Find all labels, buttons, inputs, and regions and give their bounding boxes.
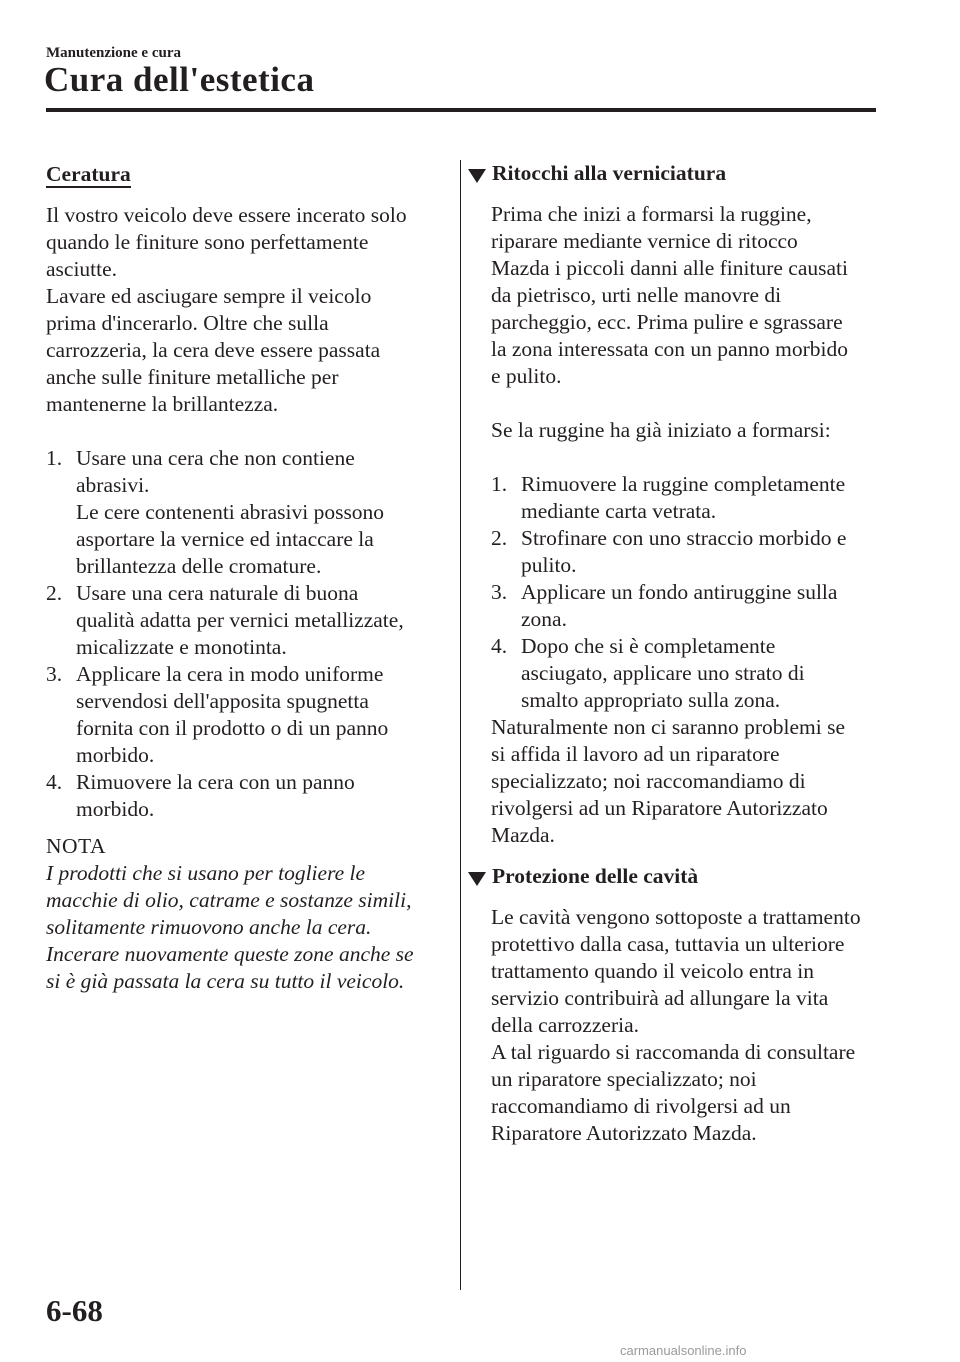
page-number: 6-68 <box>46 1293 103 1328</box>
text-line: solitamente rimuovono anche la cera. <box>46 915 372 939</box>
triangle-marker-icon <box>468 169 486 183</box>
text-line: abrasivi. <box>76 473 150 497</box>
list-number: 4. <box>46 770 63 794</box>
text-line: Mazda i piccoli danni alle finiture causati <box>491 256 848 280</box>
list-item <box>491 525 891 579</box>
text-line: mediante carta vetrata. <box>521 499 717 523</box>
text-line: Riparatore Autorizzato Mazda. <box>491 1121 757 1145</box>
text-line: quando le finiture sono perfettamente <box>46 230 369 254</box>
text-line: Lavare ed asciugare sempre il veicolo <box>46 284 372 308</box>
text-line: da pietrisco, urti nelle manovre di <box>491 283 782 307</box>
rust-intro: Se la ruggine ha già iniziato a formarsi: <box>491 418 831 442</box>
subsection-heading-cavita <box>468 863 891 890</box>
text-line: protettivo dalla casa, tuttavia un ulteriore <box>491 932 845 956</box>
ritocchi-closing <box>491 714 891 849</box>
watermark: carmanualsonline.info <box>620 1343 747 1358</box>
text-line: Le cavità vengono sottoposte a trattamento <box>491 905 861 929</box>
text-line: rivolgersi ad un Riparatore Autorizzato <box>491 796 828 820</box>
text-line: Naturalmente non ci saranno problemi se <box>491 715 846 739</box>
text-line: Applicare la cera in modo uniforme <box>76 662 384 686</box>
list-number: 1. <box>46 446 63 470</box>
text-line: trattamento quando il veicolo entra in <box>491 959 814 983</box>
text-line: fornita con il prodotto o di un panno <box>76 716 389 740</box>
text-line: mantenerne la brillantezza. <box>46 392 279 416</box>
text-line: A tal riguardo si raccomanda di consultare <box>491 1040 856 1064</box>
text-line: morbido. <box>76 797 155 821</box>
triangle-marker-icon <box>468 872 486 886</box>
list-item <box>46 580 446 661</box>
left-column <box>46 160 446 995</box>
list-number: 3. <box>491 580 508 604</box>
text-line: parcheggio, ecc. Prima pulire e sgrassare <box>491 310 843 334</box>
text-line: qualità adatta per vernici metallizzate, <box>76 608 404 632</box>
subsection-heading-label: Ritocchi alla verniciatura <box>492 161 727 185</box>
text-line: un riparatore specializzato; noi <box>491 1067 757 1091</box>
text-line: servizio contribuirà ad allungare la vita <box>491 986 829 1010</box>
list-item <box>46 769 446 823</box>
text-line: Il vostro veicolo deve essere incerato solo <box>46 203 407 227</box>
cavita-body <box>491 904 891 1147</box>
list-number: 1. <box>491 472 508 496</box>
right-column <box>491 160 891 1147</box>
text-line: morbido. <box>76 743 155 767</box>
list-number: 2. <box>491 526 508 550</box>
note-label: NOTA <box>46 834 106 858</box>
note-body <box>46 860 446 995</box>
text-line: macchie di olio, catrame e sostanze simili, <box>46 888 412 912</box>
text-line: riparare mediante vernice di ritocco <box>491 229 798 253</box>
ritocchi-intro <box>491 201 891 390</box>
subsection-heading-ritocchi <box>468 160 891 187</box>
text-line: anche sulle finiture metalliche per <box>46 365 339 389</box>
text-line: carrozzeria, la cera deve essere passata <box>46 338 381 362</box>
column-divider <box>460 160 461 1290</box>
text-line: della carrozzeria. <box>491 1013 639 1037</box>
title-rule <box>46 108 876 112</box>
text-line: pulito. <box>521 553 577 577</box>
text-line: Prima che inizi a formarsi la ruggine, <box>491 202 812 226</box>
text-line: si affida il lavoro ad un riparatore <box>491 742 780 766</box>
subsection-heading-label: Protezione delle cavità <box>492 864 699 888</box>
ceratura-intro <box>46 202 446 418</box>
text-line: Applicare un fondo antiruggine sulla <box>521 580 838 604</box>
ritocchi-steps <box>491 471 891 714</box>
text-line: Mazda. <box>491 823 555 847</box>
list-item <box>491 633 891 714</box>
text-line: asportare la vernice ed intaccare la <box>76 527 374 551</box>
text-line: Incerare nuovamente queste zone anche se <box>46 942 414 966</box>
list-number: 4. <box>491 634 508 658</box>
text-line: brillantezza delle cromature. <box>76 554 322 578</box>
text-line: asciugato, applicare uno strato di <box>521 661 805 685</box>
list-item <box>46 445 446 580</box>
list-number: 3. <box>46 662 63 686</box>
text-line: la zona interessata con un panno morbido <box>491 337 849 361</box>
text-line: raccomandiamo di rivolgersi ad un <box>491 1094 791 1118</box>
text-line: Dopo che si è completamente <box>521 634 776 658</box>
text-line: Rimuovere la ruggine completamente <box>521 472 846 496</box>
page-title: Cura dell'estetica <box>44 60 315 99</box>
list-item <box>491 471 891 525</box>
text-line: smalto appropriato sulla zona. <box>521 688 781 712</box>
text-line: si è già passata la cera su tutto il veicolo. <box>46 969 405 993</box>
text-line: servendosi dell'apposita spugnetta <box>76 689 369 713</box>
text-line: prima d'incerarlo. Oltre che sulla <box>46 311 329 335</box>
text-line: Usare una cera naturale di buona <box>76 581 359 605</box>
text-line: asciutte. <box>46 257 118 281</box>
text-line: Rimuovere la cera con un panno <box>76 770 355 794</box>
list-number: 2. <box>46 581 63 605</box>
text-line: Le cere contenenti abrasivi possono <box>76 500 385 524</box>
text-line: Strofinare con uno straccio morbido e <box>521 526 847 550</box>
section-heading-ceratura: Ceratura <box>46 162 131 186</box>
list-item <box>491 579 891 633</box>
breadcrumb: Manutenzione e cura <box>46 45 181 61</box>
list-item <box>46 661 446 769</box>
text-line: zona. <box>521 607 567 631</box>
text-line: specializzato; noi raccomandiamo di <box>491 769 806 793</box>
text-line: I prodotti che si usano per togliere le <box>46 861 366 885</box>
ceratura-steps <box>46 445 446 823</box>
text-line: e pulito. <box>491 364 562 388</box>
text-line: Usare una cera che non contiene <box>76 446 355 470</box>
text-line: micalizzate e monotinta. <box>76 635 287 659</box>
